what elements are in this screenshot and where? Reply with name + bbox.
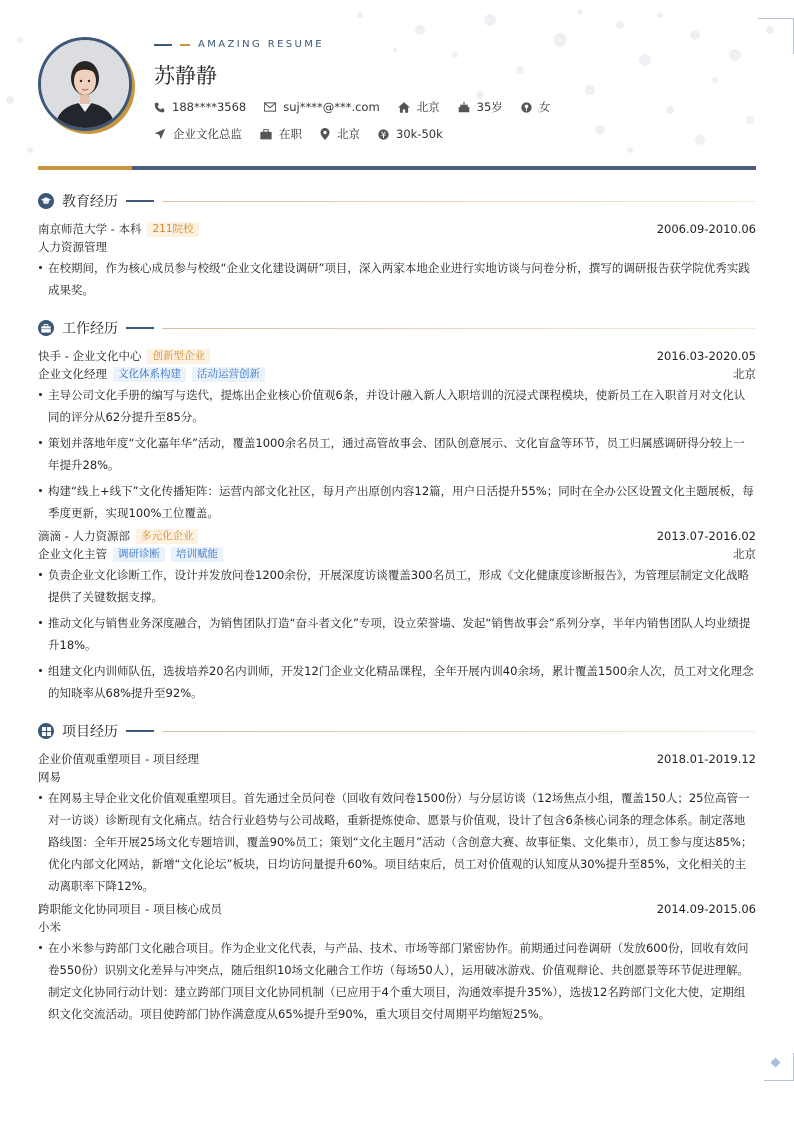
list-item: 组建文化内训师队伍，选拔培养20名内训师，开发12门企业文化精品课程，全年开展内训40余场，累计覆盖1500余人次，员工对文化理念的知晓率从68%提升至92%。	[38, 660, 756, 704]
project-entry	[38, 900, 756, 1025]
skill-tag: 文化体系构建	[113, 367, 186, 382]
graduation-cap-icon	[38, 193, 54, 209]
list-item: 负责企业文化诊断工作，设计并发放问卷1200余份，开展深度访谈覆盖300名员工，形成《文化健康度诊断报告》，为管理层制定文化战略提供了关键数据支撑。	[38, 564, 756, 608]
skill-tag: 调研诊断	[113, 547, 165, 562]
salary-icon	[378, 129, 389, 140]
list-item: 在网易主导企业文化价值观重塑项目。首先通过全员问卷（回收有效问卷1500份）与分层访谈（12场焦点小组，覆盖150人；25位高管一对一访谈）诊断现有文化痛点。结合行业趋势与公司战略，重新提炼使命、愿景与价值观，设计了包含6条核心词条的理念体系。制定落地路线图：全年开展25场文化专题培训，覆盖90%员工；策划“文化主题月”活动（含创意大赛、故事征集、文化集市），员工参与度达85%；优化内部文化网站，新增“文化论坛”板块，日均访问量提升60%。项目结束后，员工对价值观的认知度从30%提升至85%，文化相关的主动离职率下降12%。	[38, 787, 756, 897]
corner-decoration-bottom	[764, 1053, 794, 1081]
job-role: 企业文化经理	[38, 367, 107, 381]
phone-info: 188****3568	[154, 100, 246, 114]
email-info: suj****@***.com	[264, 100, 379, 114]
school-name: 南京师范大学 - 本科	[38, 222, 142, 236]
company-tag: 创新型企业	[147, 349, 210, 364]
briefcase-section-icon	[38, 320, 54, 336]
list-item: 推动文化与销售业务深度融合，为销售团队打造“奋斗者文化”专项，设立荣誉墙、发起“销售故事会”系列分享，半年内销售团队人均业绩提升18%。	[38, 612, 756, 656]
project-name: 跨职能文化协同项目 - 项目核心成员	[38, 902, 222, 916]
briefcase-icon	[260, 129, 272, 140]
list-item: 在校期间，作为核心成员参与校级“企业文化建设调研”项目，深入两家本地企业进行实地访谈与问卷分析，撰写的调研报告获学院优秀实践成果奖。	[38, 257, 756, 301]
location-pin-icon	[320, 128, 330, 140]
job-status-info: 在职	[260, 126, 302, 142]
candidate-name: 苏静静	[154, 64, 217, 88]
skill-tag: 活动运营创新	[192, 367, 265, 382]
tagline	[154, 39, 324, 50]
phone-icon	[154, 102, 165, 113]
project-entry	[38, 750, 756, 897]
salary-info: 30k-50k	[378, 127, 443, 141]
home-city-info: 北京	[398, 99, 440, 115]
list-item: 在小米参与跨部门文化融合项目。作为企业文化代表，与产品、技术、市场等部门紧密协作。前期通过问卷调研（发放600份，回收有效问卷550份）识别文化差异与冲突点，随后组织10场文化融合工作坊（每场50人），运用破冰游戏、价值观辩论、共创愿景等环节促进理解。制定文化协同行动计划：建立跨部门项目文化协同机制（已应用于4个重大项目，沟通效率提升35%），选拔12名跨部门文化大使，定期组织文化交流活动。项目使跨部门协作满意度从65%提升至90%，重大项目交付周期平均缩短25%。	[38, 937, 756, 1025]
major: 人力资源管理	[38, 240, 107, 254]
gender-info: 女	[521, 99, 551, 115]
grid-icon	[38, 723, 54, 739]
resume-header	[38, 36, 756, 141]
section-education	[38, 192, 756, 210]
age-info: 35岁	[458, 99, 503, 115]
date-range: 2018.01-2019.12	[656, 752, 756, 766]
work-entry	[38, 527, 756, 704]
date-range: 2016.03-2020.05	[656, 349, 756, 363]
list-item: 主导公司文化手册的编写与迭代，提炼出企业核心价值观6条，并设计融入新人入职培训的沉浸式课程模块，使新员工在入职首月对文化认同的评分从62分提升至85分。	[38, 384, 756, 428]
skill-tag: 培训赋能	[171, 547, 223, 562]
list-item: 构建“线上+线下”文化传播矩阵：运营内部文化社区，每月产出原创内容12篇，用户日活提升55%；同时在全办公区设置文化主题展板，每季度更新，实现100%工位覆盖。	[38, 480, 756, 524]
project-name: 企业价值观重塑项目 - 项目经理	[38, 752, 199, 766]
section-projects	[38, 722, 756, 740]
target-city-info: 北京	[320, 126, 360, 142]
header-divider	[38, 166, 756, 170]
job-city: 北京	[733, 547, 756, 561]
company-name: 滴滴 - 人力资源部	[38, 529, 130, 543]
company-name: 快手 - 企业文化中心	[38, 349, 142, 363]
corner-decoration-top	[758, 18, 794, 54]
job-intent-row	[154, 126, 461, 142]
project-org: 网易	[38, 770, 61, 784]
project-org: 小米	[38, 920, 61, 934]
section-title-text: 项目经历	[62, 724, 118, 740]
contact-row	[154, 99, 568, 115]
section-work	[38, 319, 756, 337]
send-icon	[154, 128, 166, 140]
company-tag: 多元化企业	[136, 529, 199, 544]
list-item: 策划并落地年度“文化嘉年华”活动，覆盖1000余名员工，通过高管故事会、团队创意展示、文化盲盒等环节，员工归属感调研得分较上一年提升28%。	[38, 432, 756, 476]
cake-icon	[458, 101, 470, 113]
work-entry	[38, 347, 756, 524]
section-title-text: 教育经历	[62, 194, 118, 210]
date-range: 2014.09-2015.06	[656, 902, 756, 916]
section-title-text: 工作经历	[62, 321, 118, 337]
gender-icon	[521, 102, 532, 113]
job-role: 企业文化主管	[38, 547, 107, 561]
target-position-info: 企业文化总监	[154, 126, 242, 142]
home-icon	[398, 102, 410, 113]
education-entry	[38, 220, 756, 301]
mail-icon	[264, 102, 276, 112]
school-tag: 211院校	[147, 222, 198, 237]
tagline-text: AMAZING RESUME	[198, 39, 324, 50]
date-range: 2006.09-2010.06	[656, 222, 756, 236]
date-range: 2013.07-2016.02	[656, 529, 756, 543]
avatar	[38, 37, 132, 131]
job-city: 北京	[733, 367, 756, 381]
